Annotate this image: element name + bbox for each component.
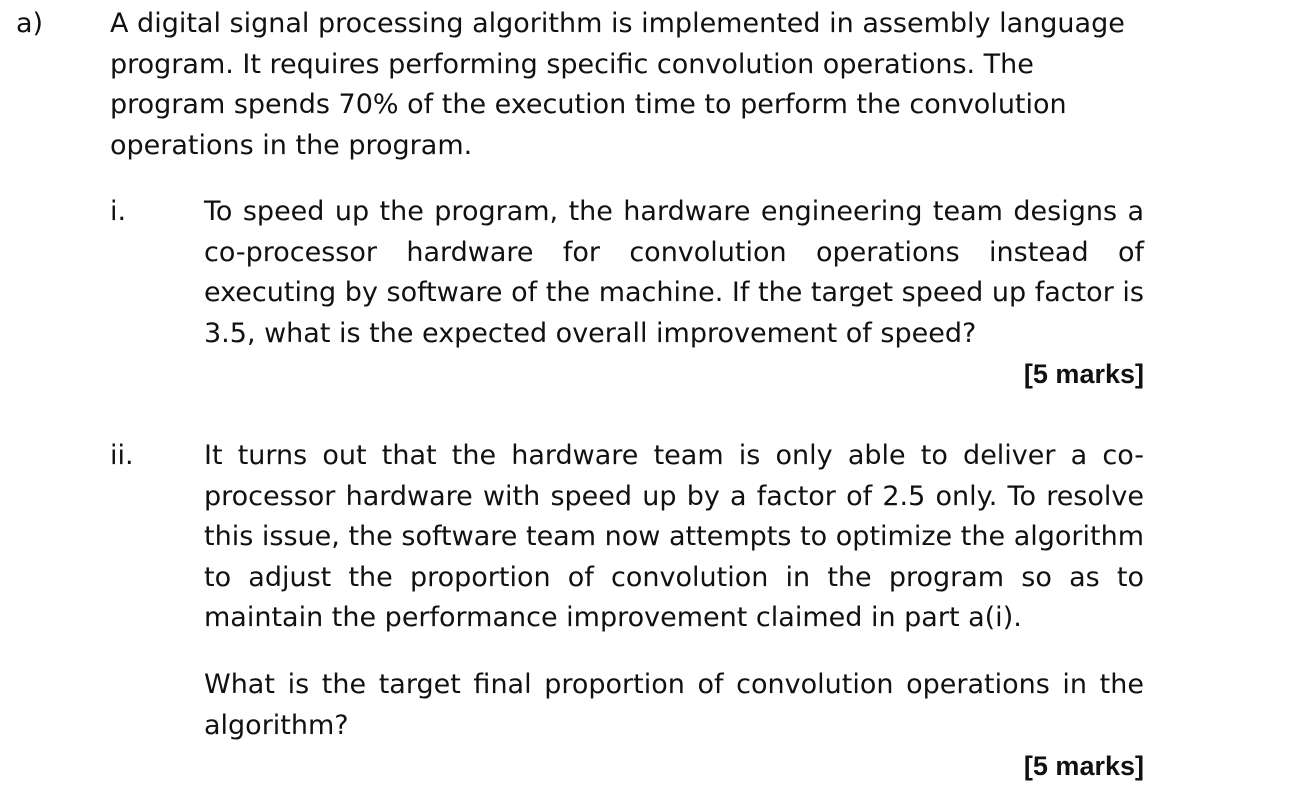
part-ii-label: ii. [110,440,134,471]
part-i-text: To speed up the program, the hardware engineering team designs a co-processor hardware for convolution operations instead of executing by software of the machine. If the target speed up factor is 3.5, what is the expected overall improvement of speed? [204,196,1144,349]
part-i-marks: [5 marks] [1023,359,1144,389]
part-ii-marks: [5 marks] [1023,751,1144,781]
question-stem: A digital signal processing algorithm is implemented in assembly language program. It requires performing specific convolution operations. The program spends 70% of the execution time to perform the convolution operations in the program. [110,8,1125,161]
question-label: a) [16,8,44,39]
part-ii-followup: What is the target final proportion of convolution operations in the algorithm? [204,669,1144,741]
part-i-label: i. [110,196,127,227]
part-ii-text: It turns out that the hardware team is only able to deliver a co-processor hardware with speed up by a factor of 2.5 only. To resolve this issue, the software team now attempts to optimize the algorithm to adjust the proportion of convolution in the program so as to maintain the performance improvement claimed in part a(i). [204,440,1144,633]
